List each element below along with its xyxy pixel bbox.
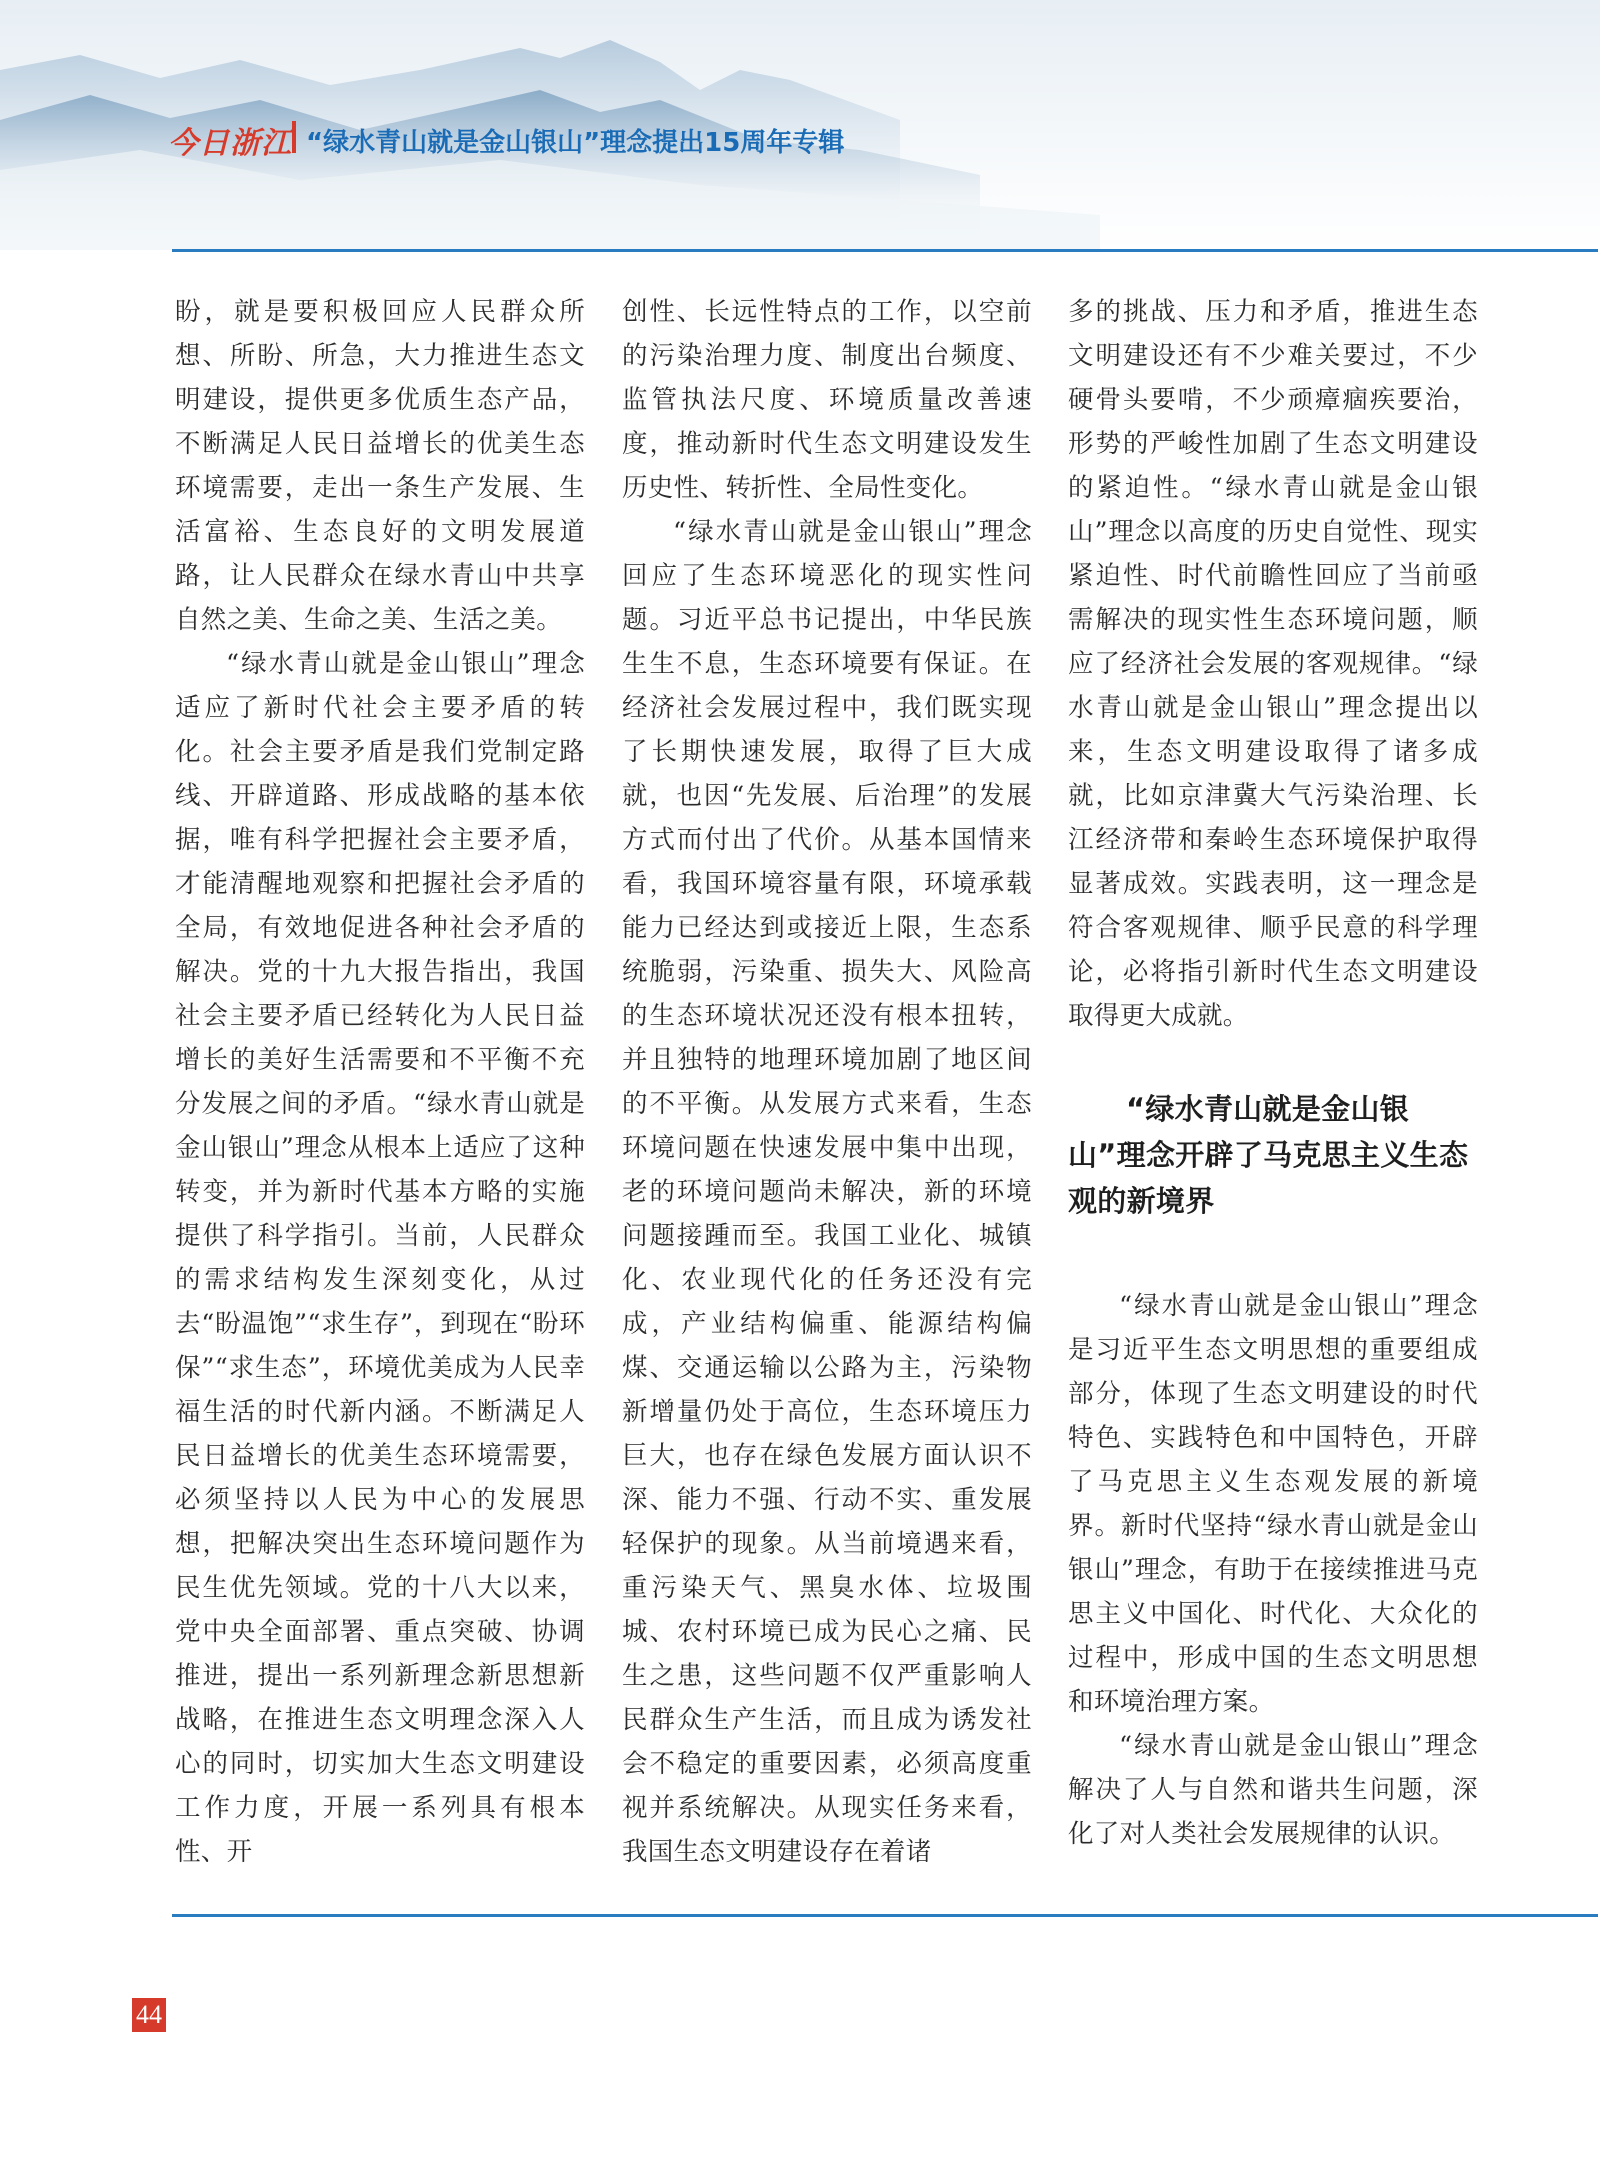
- paragraph: 多的挑战、压力和矛盾，推进生态文明建设还有不少难关要过，不少硬骨头要啃，不少顽瘴痼疾要治，形势的严峻性加剧了生态文明建设的紧迫性。“绿水青山就是金山银山”理念以高度的历史自觉性、现实紧迫性、时代前瞻性回应了当前亟需解决的现实性生态环境问题，顺应了经济社会发展的客观规律。“绿水青山就是金山银山”理念提出以来，生态文明建设取得了诸多成就，比如京津冀大气污染治理、长江经济带和秦岭生态环境保护取得显著成效。实践表明，这一理念是符合客观规律、顺乎民意的科学理论，必将指引新时代生态文明建设取得更大成就。: [1068, 297, 1478, 1031]
- section-heading: “绿水青山就是金山银山”理念开辟了马克思主义生态观的新境界: [1068, 1092, 1469, 1218]
- masthead-banner: [0, 0, 1600, 250]
- paragraph: “绿水青山就是金山银山”理念适应了新时代社会主要矛盾的转化。社会主要矛盾是我们党制定路线、开辟道路、形成战略的基本依据，唯有科学把握社会主要矛盾，才能清醒地观察和把握社会矛盾的全局，有效地促进各种社会矛盾的解决。党的十九大报告指出，我国社会主要矛盾已经转化为人民日益增长的美好生活需要和不平衡不充分发展之间的矛盾。“绿水青山就是金山银山”理念从根本上适应了这种转变，并为新时代基本方略的实施提供了科学指引。当前，人民群众的需求结构发生深刻变化，从过去“盼温饱”“求生存”，到现在“盼环保”“求生态”，环境优美成为人民幸福生活的时代新内涵。不断满足人民日益增长的优美生态环境需要，必须坚持以人民为中心的发展思想，把解决突出生态环境问题作为民生优先领域。党的十八大以来，党中央全面部署、重点突破、协调推进，提出一系列新理念新思想新战略，在推进生态文明理念深入人心的同时，切实加大生态文明建设工作力度，开展一系列具有根本性、开: [175, 649, 585, 1867]
- text-column-1: [175, 290, 585, 1874]
- magazine-brand-logo: 今日浙江: [168, 126, 292, 161]
- paragraph: “绿水青山就是金山银山”理念解决了人与自然和谐共生问题，深化了对人类社会发展规律的认识。: [1068, 1731, 1478, 1849]
- paragraph: 创性、长远性特点的工作，以空前的污染治理力度、制度出台频度、监管执法尺度、环境质量改善速度，推动新时代生态文明建设发生历史性、转折性、全局性变化。: [622, 297, 1032, 503]
- column-title: “绿水青山就是金山银山”理念提出15周年专辑: [306, 128, 845, 158]
- bottom-rule: [172, 1914, 1598, 1917]
- top-rule: [172, 249, 1598, 252]
- text-column-3: [1068, 290, 1478, 1856]
- header-divider: [292, 121, 296, 153]
- paragraph: “绿水青山就是金山银山”理念是习近平生态文明思想的重要组成部分，体现了生态文明建设的时代特色、实践特色和中国特色，开辟了马克思主义生态观发展的新境界。新时代坚持“绿水青山就是金山银山”理念，有助于在接续推进马克思主义中国化、时代化、大众化的过程中，形成中国的生态文明思想和环境治理方案。: [1068, 1291, 1478, 1717]
- page-number: 44: [132, 1998, 166, 2032]
- text-column-2: [622, 290, 1032, 1874]
- paragraph: “绿水青山就是金山银山”理念回应了生态环境恶化的现实性问题。习近平总书记提出，中华民族生生不息，生态环境要有保证。在经济社会发展过程中，我们既实现了长期快速发展，取得了巨大成就，也因“先发展、后治理”的发展方式而付出了代价。从基本国情来看，我国环境容量有限，环境承载能力已经达到或接近上限，生态系统脆弱，污染重、损失大、风险高的生态环境状况还没有根本扭转，并且独特的地理环境加剧了地区间的不平衡。从发展方式来看，生态环境问题在快速发展中集中出现，老的环境问题尚未解决，新的环境问题接踵而至。我国工业化、城镇化、农业现代化的任务还没有完成，产业结构偏重、能源结构偏煤、交通运输以公路为主，污染物新增量仍处于高位，生态环境压力巨大，也存在绿色发展方面认识不深、能力不强、行动不实、重发展轻保护的现象。从当前境遇来看，重污染天气、黑臭水体、垃圾围城、农村环境已成为民心之痛、民生之患，这些问题不仅严重影响人民群众生产生活，而且成为诱发社会不稳定的重要因素，必须高度重视并系统解决。从现实任务来看，我国生态文明建设存在着诸: [622, 517, 1032, 1867]
- paragraph: 盼，就是要积极回应人民群众所想、所盼、所急，大力推进生态文明建设，提供更多优质生态产品，不断满足人民日益增长的优美生态环境需要，走出一条生产发展、生活富裕、生态良好的文明发展道路，让人民群众在绿水青山中共享自然之美、生命之美、生活之美。: [175, 297, 585, 635]
